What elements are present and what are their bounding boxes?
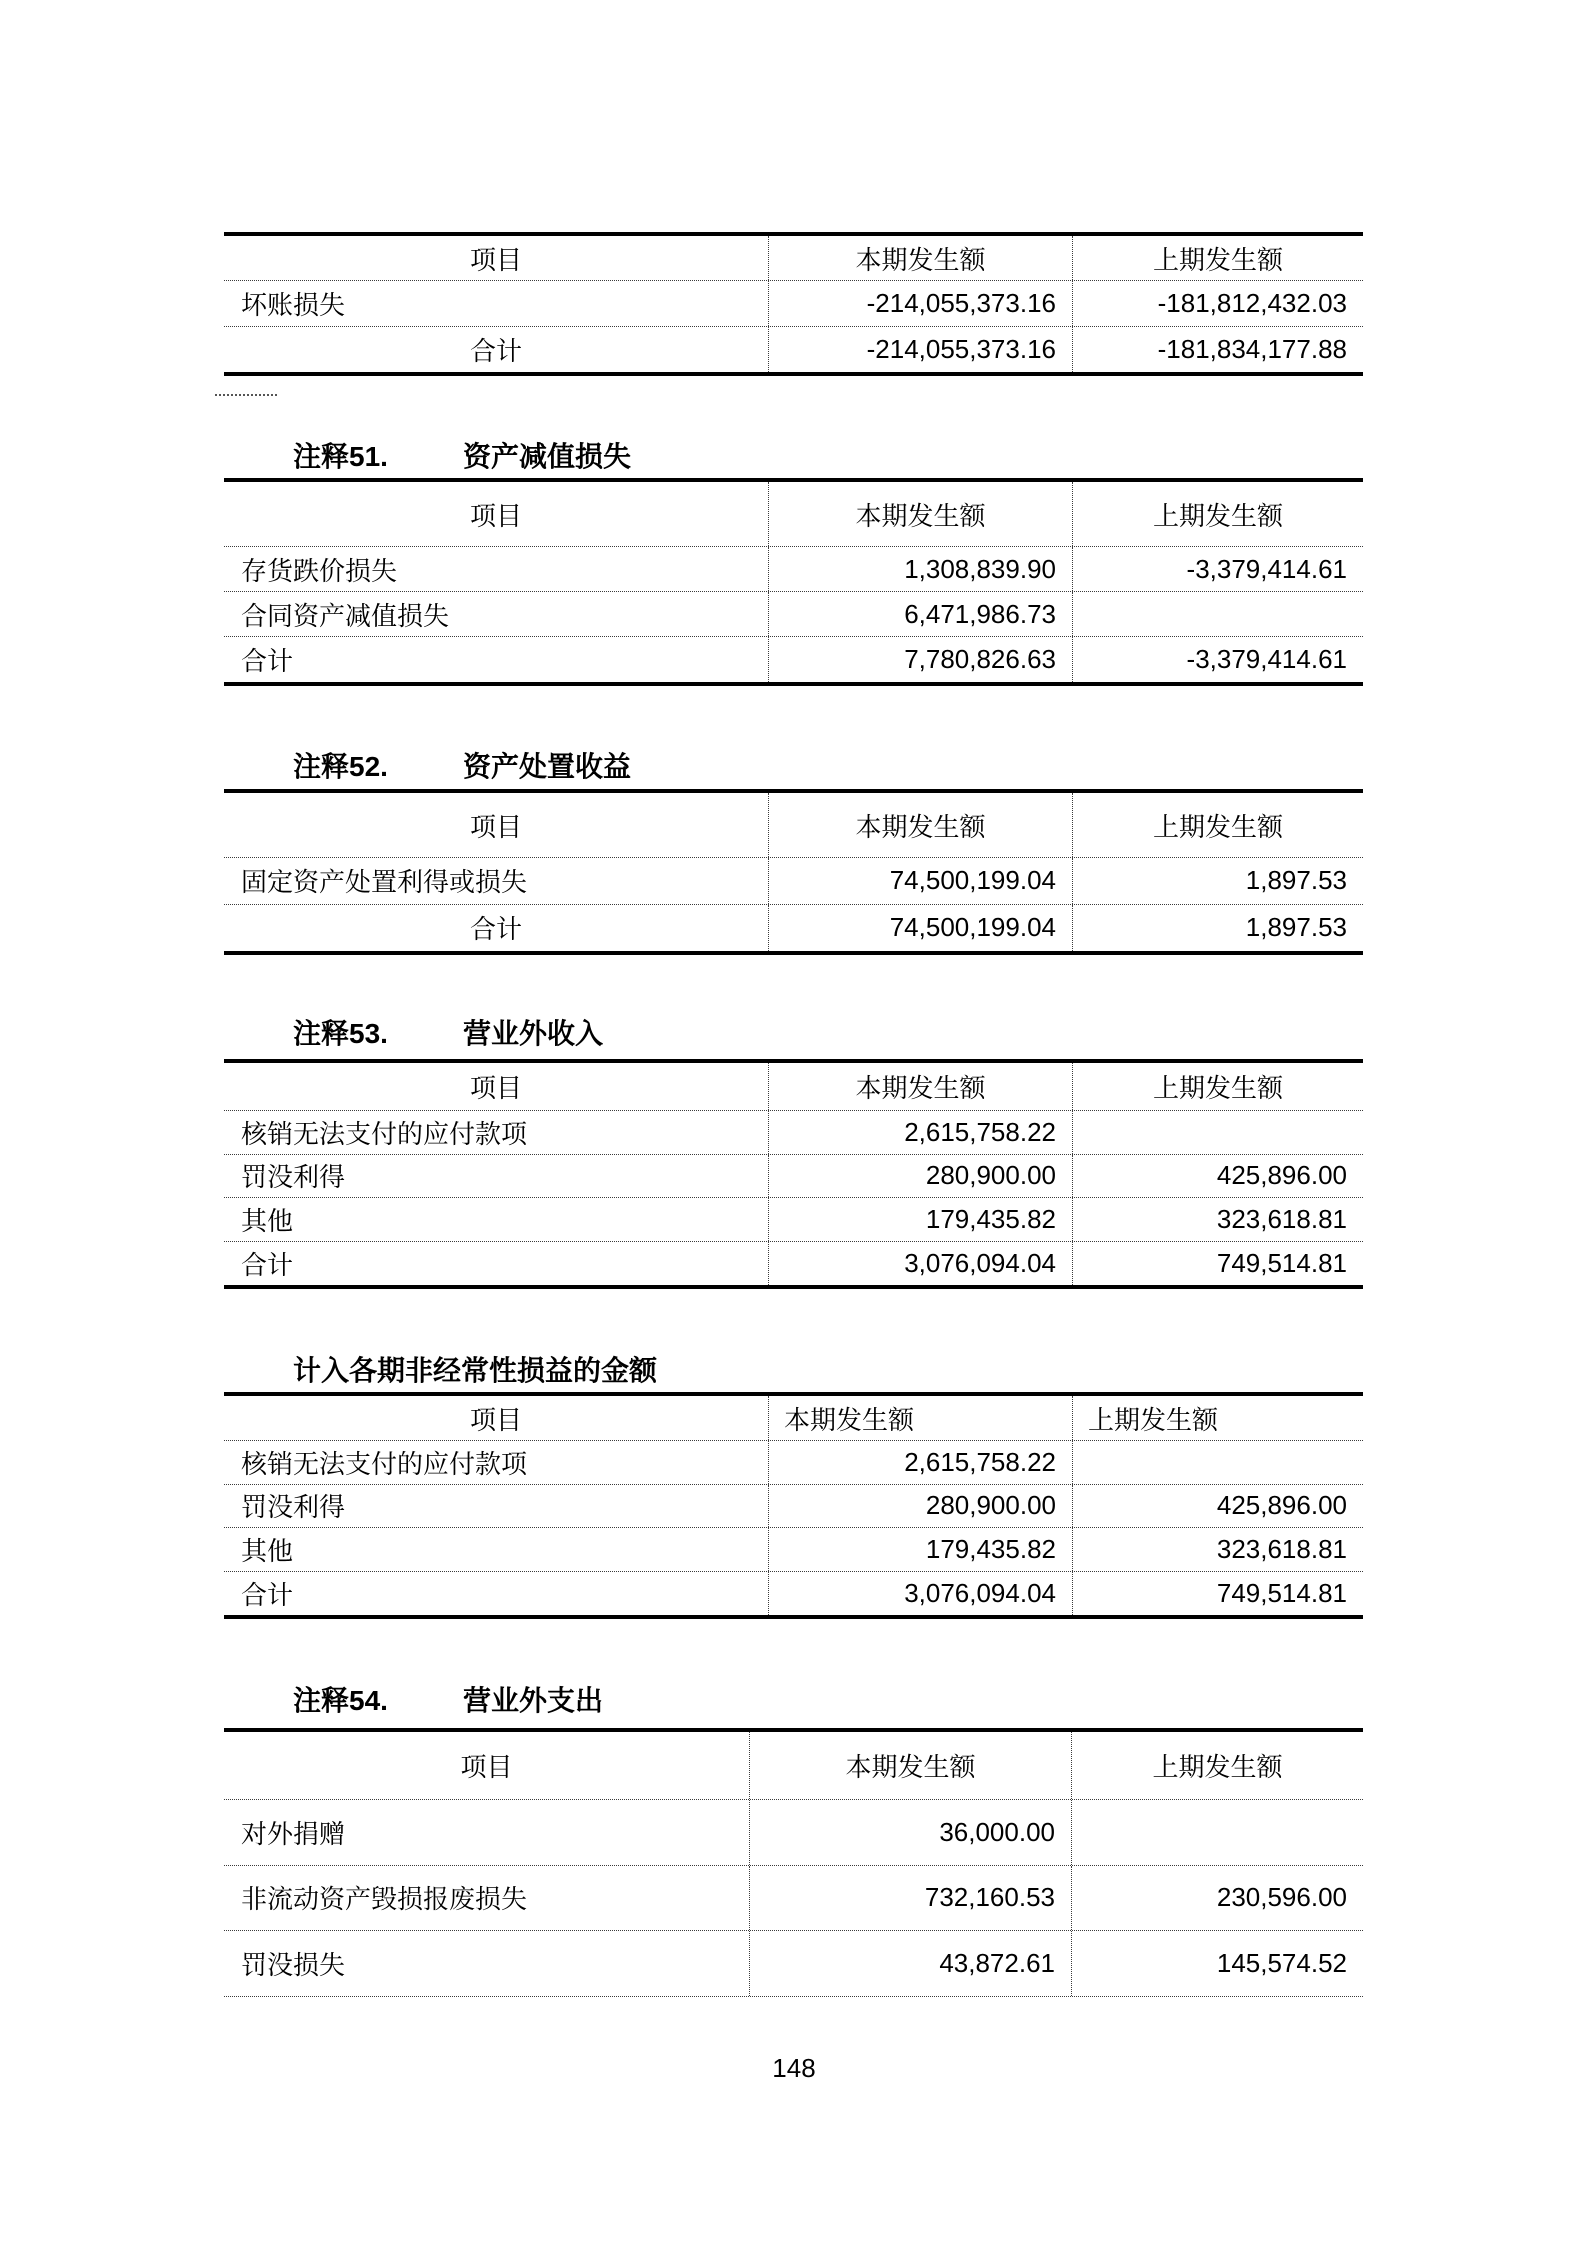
table-row	[224, 1800, 1363, 1866]
prior-period-amount: 749,514.81	[1216, 1577, 1347, 1608]
current-period-amount: 280,900.00	[769, 1155, 1073, 1198]
prior-period-amount	[1073, 1111, 1363, 1154]
table-row	[224, 1441, 1363, 1485]
prior-period-amount: -181,812,432.03	[1157, 287, 1347, 318]
current-period-amount: 1,308,839.90	[769, 547, 1073, 591]
header-row	[224, 482, 1363, 547]
item-label: 核销无法支付的应付款项	[224, 1111, 769, 1154]
current-period-amount: 43,872.61	[750, 1931, 1072, 1996]
current-period-amount: 179,435.82	[769, 1528, 1073, 1571]
section-title-text: 资产处置收益	[463, 751, 632, 782]
prior-period-amount	[1073, 592, 1363, 636]
column-header: 项目	[224, 1732, 750, 1799]
table-row	[224, 1866, 1363, 1932]
item-label: 合计	[224, 327, 769, 373]
column-header: 本期发生额	[769, 236, 1073, 280]
item-label: 对外捐赠	[224, 1800, 750, 1865]
column-header: 上期发生额	[1152, 1073, 1283, 1103]
current-period-amount: -214,055,373.16	[769, 281, 1073, 326]
table-row	[224, 1931, 1363, 1997]
current-period-amount: 2,615,758.22	[769, 1111, 1073, 1154]
table-note51-asset-impairment-loss	[224, 478, 1363, 686]
table-row	[224, 281, 1363, 327]
column-header: 本期发生额	[769, 1396, 1073, 1440]
item-label: 其他	[224, 1198, 769, 1241]
table-row	[224, 592, 1363, 637]
section-title-t53	[293, 1018, 603, 1050]
prior-period-amount: -3,379,414.61	[1186, 553, 1347, 584]
current-period-amount: 7,780,826.63	[769, 637, 1073, 682]
note-number: 注释53.	[293, 1018, 388, 1049]
prior-period-amount: 323,618.81	[1216, 1203, 1347, 1234]
item-label: 固定资产处置利得或损失	[224, 858, 769, 904]
column-header: 项目	[224, 793, 769, 857]
item-label: 罚没损失	[224, 1931, 750, 1996]
item-label: 罚没利得	[224, 1485, 769, 1528]
prior-period-amount	[1072, 1800, 1363, 1865]
section-title-t51	[293, 441, 631, 473]
header-row	[224, 1732, 1363, 1800]
column-header: 本期发生额	[769, 482, 1073, 546]
item-label: 其他	[224, 1528, 769, 1571]
item-label: 合计	[224, 637, 769, 682]
table-note52-asset-disposal-income	[224, 789, 1363, 955]
column-header: 上期发生额	[1152, 811, 1283, 842]
table-row	[224, 905, 1363, 952]
table-row	[224, 1528, 1363, 1572]
prior-period-amount: -181,834,177.88	[1157, 333, 1347, 364]
section-title-text: 营业外支出	[463, 1685, 604, 1716]
item-label: 罚没利得	[224, 1155, 769, 1198]
column-header: 上期发生额	[1152, 500, 1283, 531]
prior-period-amount: 1,897.53	[1245, 865, 1347, 896]
section-title-t54	[293, 1685, 603, 1717]
header-row	[224, 1063, 1363, 1111]
table-note54-non-operating-expenses	[224, 1728, 1363, 1997]
section-title-text: 资产减值损失	[463, 441, 632, 472]
current-period-amount: 179,435.82	[769, 1198, 1073, 1241]
current-period-amount: 732,160.53	[750, 1866, 1072, 1931]
column-header: 上期发生额	[1152, 1752, 1283, 1782]
column-header: 项目	[224, 482, 769, 546]
column-header: 本期发生额	[769, 1063, 1073, 1110]
table-row	[224, 547, 1363, 592]
prior-period-amount: 749,514.81	[1216, 1247, 1347, 1278]
current-period-amount: 74,500,199.04	[769, 858, 1073, 904]
column-header: 本期发生额	[750, 1732, 1072, 1799]
column-header: 上期发生额	[1152, 244, 1283, 275]
note-number: 注释51.	[293, 441, 388, 472]
column-header: 项目	[224, 236, 769, 280]
item-label: 合同资产减值损失	[224, 592, 769, 636]
current-period-amount: 74,500,199.04	[769, 905, 1073, 952]
header-row	[224, 1396, 1363, 1441]
section-title-t52	[293, 751, 631, 783]
page-number: 148	[772, 2053, 816, 2083]
table-row	[224, 1155, 1363, 1199]
prior-period-amount: 145,574.52	[1216, 1947, 1347, 1978]
table-row	[224, 1198, 1363, 1242]
column-header: 本期发生额	[769, 793, 1073, 857]
table-row	[224, 1111, 1363, 1155]
header-row	[224, 236, 1363, 281]
prior-period-amount: -3,379,414.61	[1186, 644, 1347, 674]
table-row	[224, 1485, 1363, 1529]
table-row	[224, 327, 1363, 373]
item-label: 坏账损失	[224, 281, 769, 326]
current-period-amount: 3,076,094.04	[769, 1572, 1073, 1616]
header-row	[224, 793, 1363, 858]
item-label: 非流动资产毁损报废损失	[224, 1866, 750, 1931]
prior-period-amount: 425,896.00	[1216, 1490, 1347, 1521]
table-bad-debt-loss-continuation	[224, 232, 1363, 376]
prior-period-amount: 425,896.00	[1216, 1160, 1347, 1191]
current-period-amount: 3,076,094.04	[769, 1242, 1073, 1286]
prior-period-amount: 323,618.81	[1216, 1533, 1347, 1564]
prior-period-amount: 1,897.53	[1245, 912, 1347, 943]
table-row	[224, 858, 1363, 905]
table-note53-non-operating-income	[224, 1059, 1363, 1289]
item-label: 存货跌价损失	[224, 547, 769, 591]
current-period-amount: 36,000.00	[750, 1800, 1072, 1865]
table-row	[224, 1572, 1363, 1616]
current-period-amount: 2,615,758.22	[769, 1441, 1073, 1484]
table-non-recurring-profit-loss-amounts	[224, 1392, 1363, 1619]
current-period-amount: -214,055,373.16	[769, 327, 1073, 373]
prior-period-amount: 230,596.00	[1216, 1882, 1347, 1913]
column-header: 项目	[224, 1063, 769, 1110]
column-header: 项目	[224, 1396, 769, 1440]
item-label: 核销无法支付的应付款项	[224, 1441, 769, 1484]
note-number: 注释52.	[293, 751, 388, 782]
table-row	[224, 1242, 1363, 1286]
table-row	[224, 637, 1363, 682]
prior-period-amount	[1073, 1441, 1363, 1484]
truncated-divider	[215, 394, 277, 396]
column-header: 上期发生额	[1088, 1404, 1219, 1435]
section-title-t5: 计入各期非经常性损益的金额	[293, 1355, 658, 1386]
current-period-amount: 6,471,986.73	[769, 592, 1073, 636]
item-label: 合计	[224, 1242, 769, 1286]
section-title-text: 营业外收入	[463, 1018, 604, 1049]
note-number: 注释54.	[293, 1685, 388, 1716]
item-label: 合计	[224, 1572, 769, 1616]
item-label: 合计	[224, 905, 769, 952]
current-period-amount: 280,900.00	[769, 1485, 1073, 1528]
